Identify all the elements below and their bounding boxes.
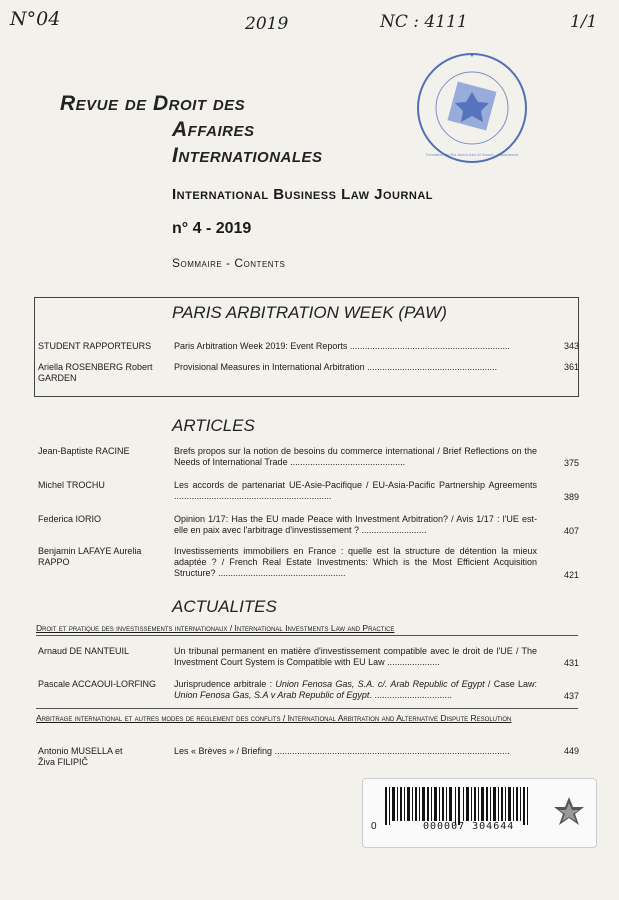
category-rule-1 [36,635,578,636]
actu-title-2: Jurisprudence arbitrale : Union Fenosa Gas, S.A. c/. Arab Republic of Egypt / Case Law: Union Fenosa Gas, S.A v Arab Republic of Egypt. ............................... [174,679,537,700]
article-title-1: Brefs propos sur la notion de besoins du commerce international / Brief Reflections on the Needs of International Trade .............................................. [174,446,537,467]
category-investments: Droit et pratique des investissements internationaux / International Investments Law and Practice [36,623,395,633]
article-page-2: 389 [563,492,579,502]
journal-title-line-1: Revue de Droit des [60,92,246,115]
barcode-number: 000007 304644 [423,821,515,832]
article-page-3: 407 [563,526,579,536]
handwritten-number: N°04 [10,8,61,30]
category-arbitration: Arbitrage international et autres modes de reglement des conflits / International Arbitration and Alternative Dispute Resolution [36,713,512,723]
handwritten-year: 2019 [245,14,289,34]
article-title-3: Opinion 1/17: Has the EU made Peace with Investment Arbitration? / Avis 1/17 : l'UE est-elle en paix avec l'arbitrage d'investissement ? .......................... [174,514,537,535]
article-page-1: 375 [563,458,579,468]
paw-author-1: STUDENT RAPPORTEURS [38,341,152,351]
category-rule-2 [36,708,578,709]
article-title-2: Les accords de partenariat UE-Asie-Pacifique / EU-Asia-Pacific Partnership Agreements ............................................................... [174,480,537,501]
article-author-1: Jean-Baptiste RACINE [38,446,130,456]
actu-title-1: Un tribunal permanent en matière d'investissement compatible avec le droit de l'UE / The Investment Court System is Compatible with EU Law ..................... [174,646,537,667]
paw-author-2: Ariella ROSENBERG Robert GARDEN [38,362,153,383]
stamp-legend: Fondation du Roi Abdul-Aziz Al Saoud - Casablanca [425,152,519,157]
journal-title-line-3: Internationales [172,144,323,167]
actu-title-3: Les « Brèves » / Briefing .............................................................................................. [174,746,510,756]
actu-author-3: Antonio MUSELLA et Živa FILIPIČ [38,746,123,767]
journal-english-title: International Business Law Journal [172,186,434,203]
article-title-4: Investissements immobiliers en France : quelle est la structure de détention la mieux adaptée ? / French Real Estate Investments: Which is the Most Efficient Acquisition Structure? ................................................... [174,546,537,578]
article-page-4: 421 [563,570,579,580]
bleed-through-text [130,120,135,141]
sommaire-contents: Sommaire - Contents [172,256,286,270]
svg-text:•: • [470,53,474,60]
paw-page-1: 343 [563,341,579,351]
article-author-3: Federica IORIO [38,514,102,524]
article-author-4: Benjamin LAFAYE Aurelia RAPPO [38,546,142,567]
actualites-heading: ACTUALITES [172,597,277,616]
actu-page-1: 431 [563,658,579,668]
paw-title-1: Paris Arbitration Week 2019: Event Reports ................................................................ [174,341,510,351]
library-stamp [412,48,532,168]
articles-heading: ARTICLES [172,416,255,435]
actu-author-1: Arnaud DE NANTEUIL [38,646,130,656]
paw-heading: PARIS ARBITRATION WEEK (PAW) [172,303,447,322]
barcode-left-digit: 0 [371,821,377,832]
stamp-seal-icon [412,48,532,168]
actu-author-2: Pascale ACCAOUI-LORFING [38,679,157,689]
issue-number: n° 4 - 2019 [172,220,252,237]
article-author-2: Michel TROCHU [38,480,105,490]
handwritten-nc: NC : 4111 [380,12,468,32]
actu-page-3: 449 [563,746,579,756]
library-logo-icon [551,795,587,831]
barcode-sticker [362,778,597,848]
paw-page-2: 361 [563,362,579,372]
paw-title-2: Provisional Measures in International Arbitration .................................................... [174,362,498,372]
handwritten-fraction: 1/1 [570,12,598,32]
journal-title-line-2: Affaires [172,118,255,141]
barcode-bars-icon [385,787,535,825]
actu-page-2: 437 [563,691,579,701]
